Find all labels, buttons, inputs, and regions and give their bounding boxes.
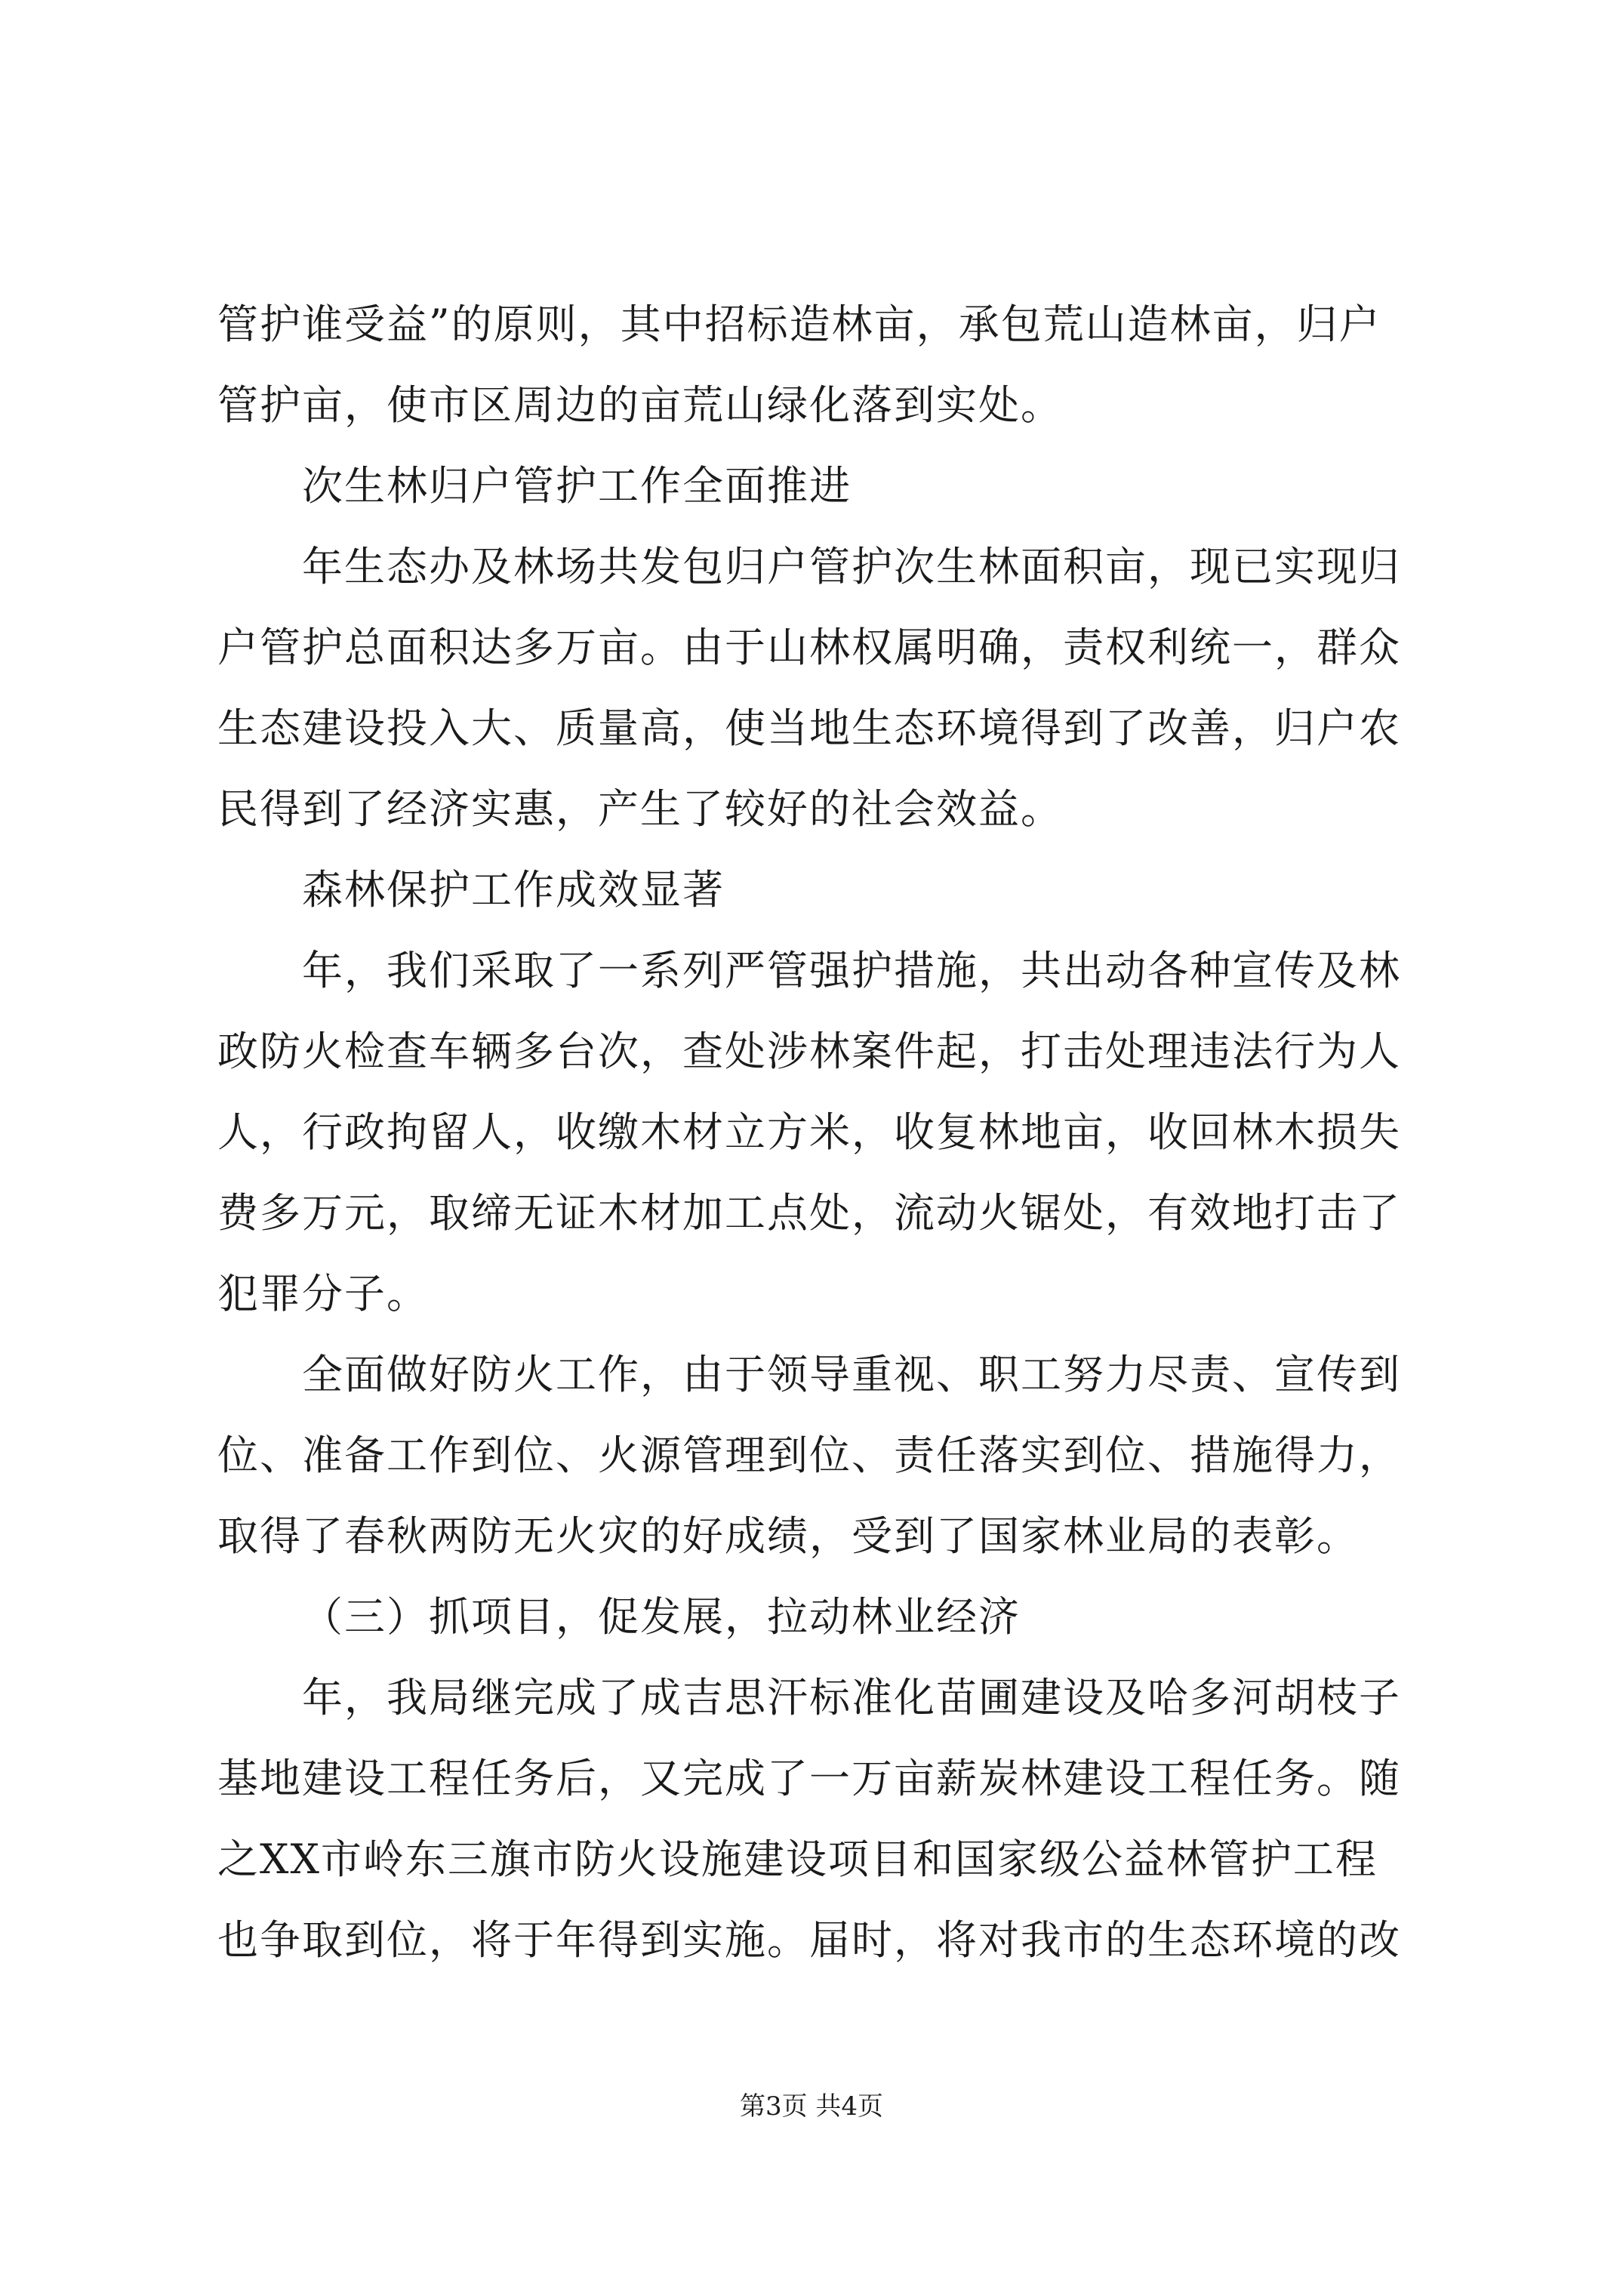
text-line: 基地建设工程任务后，又完成了一万亩薪炭林建设工程任务。随 — [217, 1755, 1401, 1802]
text-line: 年，我局继完成了成吉思汗标准化苗圃建设及哈多河胡枝子 — [302, 1674, 1401, 1721]
text-line: 犯罪分子。 — [217, 1270, 429, 1318]
text-line: 也争取到位，将于年得到实施。届时，将对我市的生态环境的改 — [217, 1916, 1401, 1964]
text-line: 户管护总面积达多万亩。由于山林权属明确，责权利统一，群众 — [217, 624, 1401, 671]
text-line: 年生态办及林场共发包归户管护次生林面积亩，现已实现归 — [302, 543, 1401, 590]
section-heading: 次生林归户管护工作全面推进 — [302, 462, 852, 510]
text-line: 位、准备工作到位、火源管理到位、责任落实到位、措施得力， — [217, 1432, 1401, 1479]
text-line: 管护亩，使市区周边的亩荒山绿化落到实处。 — [217, 381, 1063, 429]
text-line: 全面做好防火工作，由于领导重视、职工努力尽责、宣传到 — [302, 1351, 1401, 1398]
text-line: 人，行政拘留人，收缴木材立方米，收复林地亩，收回林木损失 — [217, 1108, 1401, 1156]
text-line: 之XX市岭东三旗市防火设施建设项目和国家级公益林管护工程 — [217, 1835, 1378, 1883]
text-line: 生态建设投入大、质量高，使当地生态环境得到了改善，归户农 — [217, 704, 1401, 752]
section-heading: （三）抓项目，促发展，拉动林业经济 — [302, 1593, 1021, 1641]
text-line: 年，我们采取了一系列严管强护措施，共出动各种宣传及林 — [302, 947, 1401, 994]
section-heading: 森林保护工作成效显著 — [302, 866, 725, 914]
text-line: 民得到了经济实惠，产生了较好的社会效益。 — [217, 785, 1063, 833]
text-line: 取得了春秋两防无火灾的好成绩，受到了国家林业局的表彰。 — [217, 1512, 1359, 1560]
text-line: 政防火检查车辆多台次，查处涉林案件起，打击处理违法行为人 — [217, 1028, 1401, 1075]
text-line: 管护谁受益”的原则，其中招标造林亩，承包荒山造林亩，归户 — [217, 300, 1381, 348]
page-footer: 第3页 共4页 — [739, 2091, 884, 2122]
text-line: 费多万元，取缔无证木材加工点处，流动火锯处，有效地打击了 — [217, 1189, 1401, 1237]
